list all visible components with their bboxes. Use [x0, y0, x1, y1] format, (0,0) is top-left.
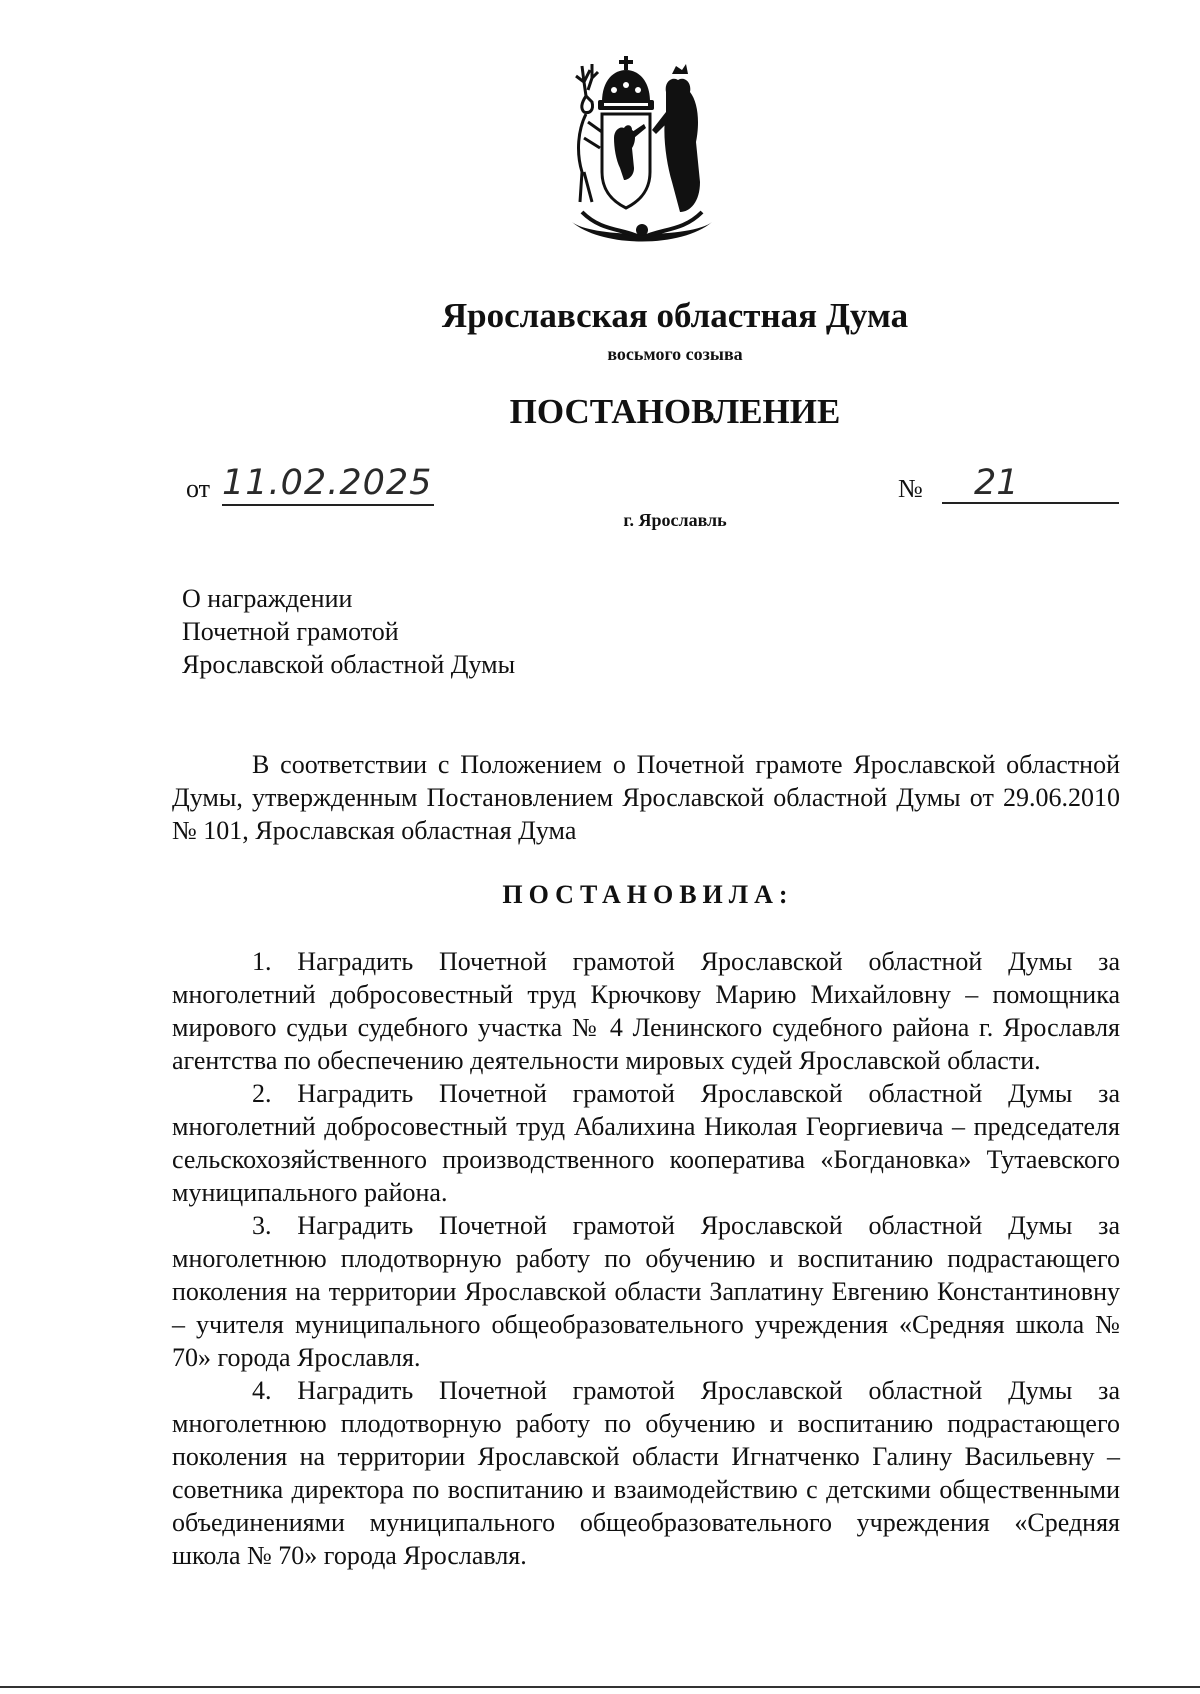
resolution-items: [172, 945, 1120, 1572]
handwritten-number: 21: [942, 462, 1119, 504]
organization-title: Ярославская областная Дума: [441, 296, 909, 335]
document-type-heading: ПОСТАНОВЛЕНИЕ: [509, 392, 841, 431]
resolution-item: 3. Наградить Почетной грамотой Ярославской областной Думы за многолетнюю плодотворную работу по обучению и воспитанию подрастающего поколения на территории Ярославской области Заплатину Евгению Константиновну – учителя муниципального общеобразовательного учреждения «Средняя школа № 70» города Ярославля.: [172, 1211, 1120, 1372]
handwritten-date: 11.02.2025: [222, 462, 434, 506]
city-label: г. Ярославль: [623, 510, 727, 530]
subject-block: [182, 582, 515, 681]
convocation-subtitle: восьмого созыва: [607, 344, 743, 364]
scan-edge-line: [0, 1686, 1200, 1688]
subject-line: Ярославской областной Думы: [182, 650, 516, 679]
resolved-heading: ПОСТАНОВИЛА:: [502, 880, 794, 909]
resolution-item: 4. Наградить Почетной грамотой Ярославской областной Думы за многолетнюю плодотворную работу по обучению и воспитанию подрастающего поколения на территории Ярославской области Игнатченко Галину Васильевну – советника директора по воспитанию и взаимодействию с детскими общественными объединениями муниципального общеобразовательного учреждения «Средняя школа № 70» города Ярославля.: [172, 1376, 1120, 1570]
resolution-item: 1. Наградить Почетной грамотой Ярославской областной Думы за многолетний добросовестный труд Крючкову Марию Михайловну – помощника мирового судьи судебного участка № 4 Ленинского судебного района г. Ярославля агентства по обеспечению деятельности мировых судей Ярославской области.: [172, 947, 1120, 1075]
subject-line: О награждении: [182, 584, 353, 613]
number-prefix: №: [898, 474, 923, 503]
subject-line: Почетной грамотой: [182, 617, 399, 646]
resolution-item: 2. Наградить Почетной грамотой Ярославской областной Думы за многолетний добросовестный труд Абалихина Николая Георгиевича – председателя сельскохозяйственного производственного кооператива «Богдановка» Тутаевского муниципального района.: [172, 1079, 1120, 1207]
intro-paragraph: В соответствии с Положением о Почетной грамоте Ярославской областной Думы, утвержденным Постановлением Ярославской областной Думы от 29.06.2010 № 101, Ярославская областная Дума: [172, 750, 1120, 845]
coat-of-arms-icon: [562, 52, 722, 252]
date-prefix: от: [186, 474, 211, 503]
